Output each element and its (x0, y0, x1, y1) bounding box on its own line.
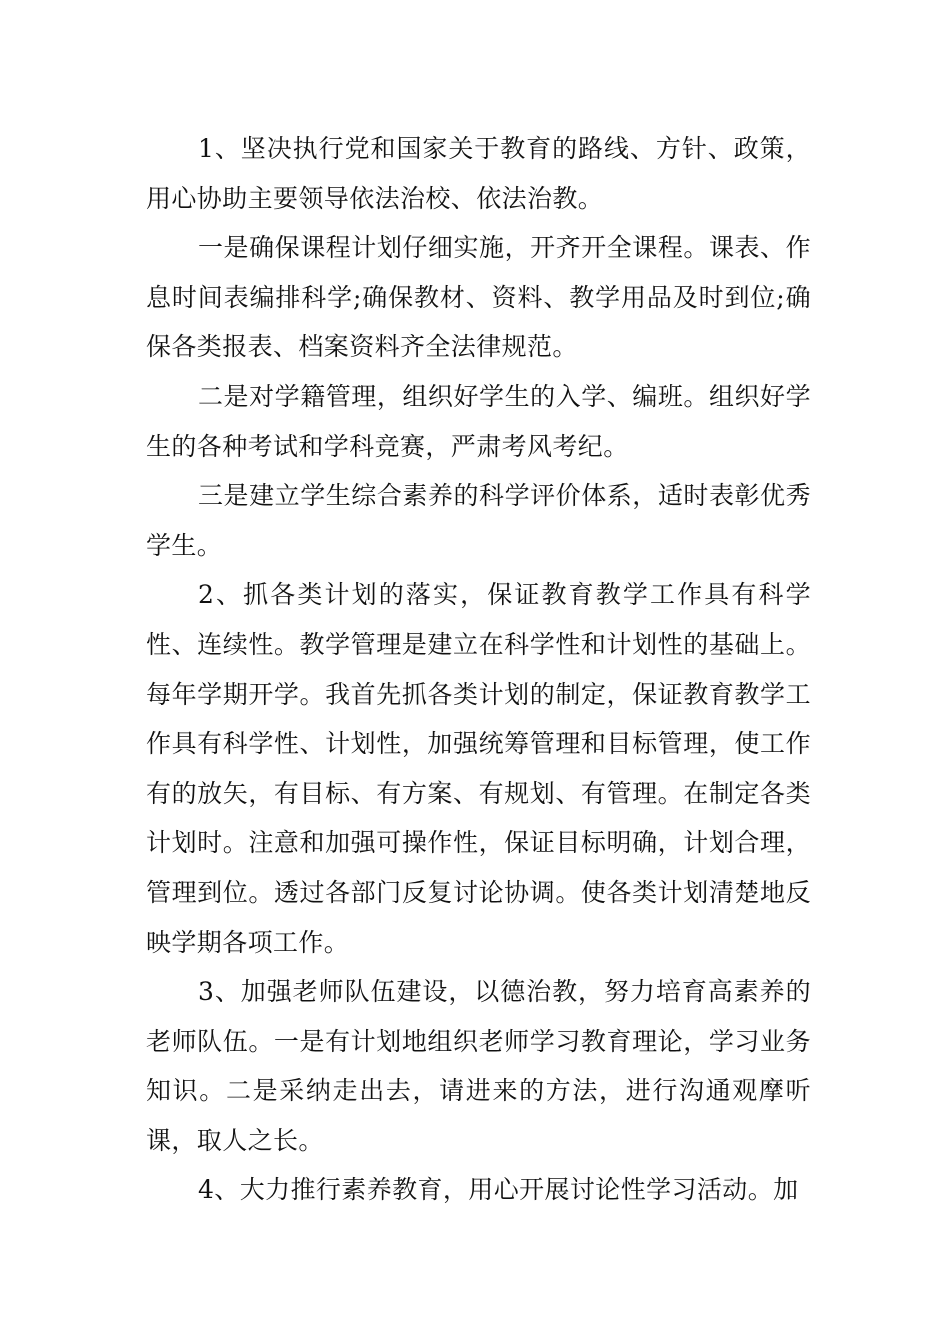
paragraph-3: 二是对学籍管理，组织好学生的入学、编班。组织好学生的各种考试和学科竞赛，严肃考风考纪。 (146, 381, 811, 461)
paragraph-5: 2、抓各类计划的落实，保证教育教学工作具有科学性、连续性。教学管理是建立在科学性和计划性的基础上。每年学期开学。我首先抓各类计划的制定，保证教育教学工作具有科学性、计划性，加强统筹管理和目标管理，使工作有的放矢，有目标、有方案、有规划、有管理。在制定各类计划时。注意和加强可操作性，保证目标明确，计划合理，管理到位。透过各部门反复讨论协调。使各类计划清楚地反映学期各项工作。 (146, 580, 811, 957)
paragraph-7: 4、大力推行素养教育，用心开展讨论性学习活动。加 (198, 1175, 799, 1205)
paragraph-6: 3、加强老师队伍建设，以德治教，努力培育高素养的老师队伍。一是有计划地组织老师学习教育理论，学习业务知识。二是采纳走出去，请进来的方法，进行沟通观摩听课，取人之长。 (146, 977, 811, 1155)
paragraph-2: 一是确保课程计划仔细实施，开齐开全课程。课表、作息时间表编排科学;确保教材、资料、教学用品及时到位;确保各类报表、档案资料齐全法律规范。 (146, 233, 811, 362)
paragraph-1: 1、坚决执行党和国家关于教育的路线、方针、政策，用心协助主要领导依法治校、依法治教。 (146, 134, 811, 213)
document-body (146, 124, 811, 1215)
paragraph-4: 三是建立学生综合素养的科学评价体系，适时表彰优秀学生。 (146, 481, 811, 560)
